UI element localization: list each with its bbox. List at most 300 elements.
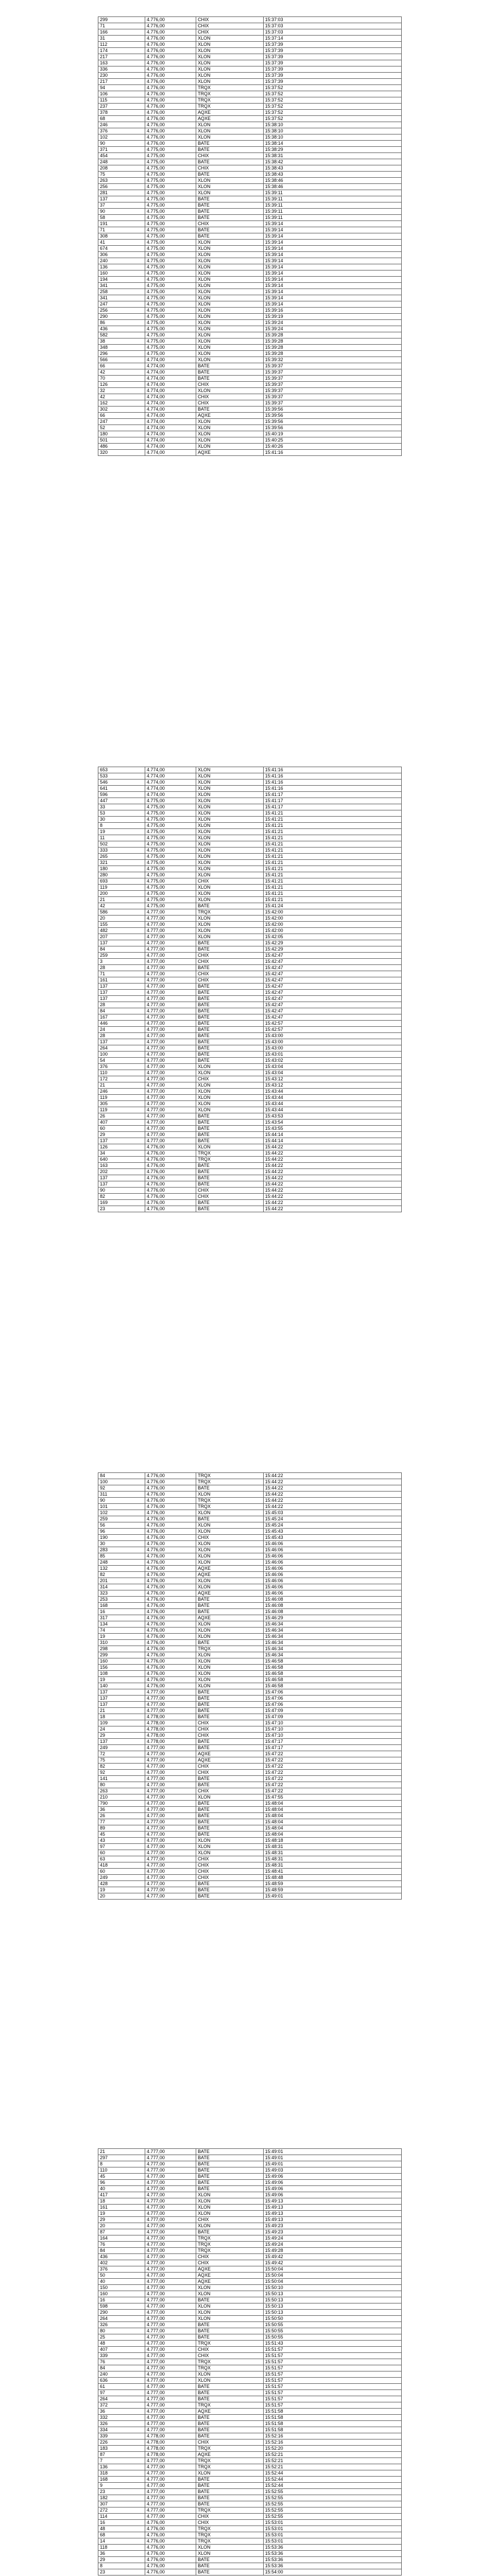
- time-cell: 15:47:10: [263, 1720, 401, 1726]
- table-row: [98, 369, 402, 376]
- time-cell: 15:42:47: [263, 959, 401, 965]
- venue-cell: XLON: [196, 773, 264, 779]
- time-cell: 15:47:22: [263, 1751, 401, 1757]
- venue-cell: XLON: [196, 1064, 264, 1070]
- time-cell: 15:43:44: [263, 1089, 401, 1095]
- quantity-cell: 378: [98, 110, 145, 116]
- price-cell: 4.774,00: [145, 792, 196, 798]
- time-cell: 15:37:39: [263, 48, 401, 54]
- table-row: [98, 860, 402, 866]
- table-row: [98, 23, 402, 29]
- venue-cell: XLON: [196, 817, 264, 823]
- table-row: [98, 270, 402, 277]
- quantity-cell: 208: [98, 165, 145, 172]
- quantity-cell: 16: [98, 2520, 145, 2526]
- venue-cell: BATE: [196, 202, 264, 209]
- quantity-cell: 87: [98, 2229, 145, 2235]
- price-cell: 4.775,00: [145, 829, 196, 835]
- venue-cell: XLON: [196, 897, 264, 903]
- price-cell: 4.777,00: [145, 2477, 196, 2483]
- time-cell: 15:44:22: [263, 1206, 401, 1212]
- price-cell: 4.777,00: [145, 1813, 196, 1819]
- table-row: [98, 1553, 402, 1560]
- venue-cell: TRQX: [196, 1150, 264, 1157]
- time-cell: 15:48:41: [263, 1869, 401, 1875]
- venue-cell: BATE: [196, 996, 264, 1002]
- table-row: [98, 990, 402, 996]
- table-row: [98, 1671, 402, 1677]
- price-cell: 4.775,00: [145, 301, 196, 308]
- price-cell: 4.775,00: [145, 338, 196, 345]
- time-cell: 15:41:16: [263, 767, 401, 773]
- venue-cell: CHIX: [196, 959, 264, 965]
- time-cell: 15:48:31: [263, 1850, 401, 1856]
- price-cell: 4.777,00: [145, 953, 196, 959]
- price-cell: 4.775,00: [145, 289, 196, 295]
- price-cell: 4.776,00: [145, 1560, 196, 1566]
- quantity-cell: 20: [98, 2223, 145, 2229]
- quantity-cell: 207: [98, 934, 145, 940]
- quantity-cell: 36: [98, 2551, 145, 2557]
- table-row: [98, 1578, 402, 1584]
- venue-cell: BATE: [196, 147, 264, 153]
- venue-cell: BATE: [196, 1739, 264, 1745]
- time-cell: 15:48:04: [263, 1813, 401, 1819]
- quantity-cell: 596: [98, 792, 145, 798]
- time-cell: 15:40:26: [263, 444, 401, 450]
- price-cell: 4.777,00: [145, 1089, 196, 1095]
- time-cell: 15:49:42: [263, 2254, 401, 2260]
- price-cell: 4.777,00: [145, 2470, 196, 2477]
- quantity-cell: 326: [98, 2421, 145, 2427]
- quantity-cell: 71: [98, 227, 145, 233]
- table-row: [98, 165, 402, 172]
- time-cell: 15:43:00: [263, 1033, 401, 1039]
- table-row: [98, 2520, 402, 2526]
- venue-cell: XLON: [196, 2470, 264, 2477]
- price-cell: 4.776,00: [145, 2526, 196, 2532]
- price-cell: 4.774,00: [145, 394, 196, 400]
- price-cell: 4.776,00: [145, 1529, 196, 1535]
- table-row: [98, 848, 402, 854]
- quantity-cell: 80: [98, 2328, 145, 2334]
- table-row: [98, 946, 402, 953]
- quantity-cell: 19: [98, 2211, 145, 2217]
- time-cell: 15:44:22: [263, 1492, 401, 1498]
- price-cell: 4.777,00: [145, 1082, 196, 1089]
- quantity-cell: 310: [98, 1640, 145, 1646]
- venue-cell: BATE: [196, 406, 264, 413]
- venue-cell: TRQX: [196, 2526, 264, 2532]
- price-cell: 4.775,00: [145, 308, 196, 314]
- table-row: [98, 1603, 402, 1609]
- time-cell: 15:38:29: [263, 147, 401, 153]
- price-cell: 4.777,00: [145, 1039, 196, 1045]
- price-cell: 4.777,00: [145, 2322, 196, 2328]
- quantity-cell: 137: [98, 984, 145, 990]
- time-cell: 15:46:06: [263, 1553, 401, 1560]
- time-cell: 15:39:37: [263, 376, 401, 382]
- price-cell: 4.775,00: [145, 153, 196, 159]
- quantity-cell: 141: [98, 1776, 145, 1782]
- price-cell: 4.776,00: [145, 1640, 196, 1646]
- venue-cell: BATE: [196, 1696, 264, 1702]
- time-cell: 15:51:57: [263, 2396, 401, 2402]
- venue-cell: CHIX: [196, 2353, 264, 2359]
- quantity-cell: 566: [98, 357, 145, 363]
- quantity-cell: 341: [98, 295, 145, 301]
- venue-cell: BATE: [196, 1485, 264, 1492]
- time-cell: 15:41:21: [263, 823, 401, 829]
- quantity-cell: 84: [98, 2248, 145, 2254]
- time-cell: 15:38:43: [263, 165, 401, 172]
- price-cell: 4.776,00: [145, 1665, 196, 1671]
- price-cell: 4.776,00: [145, 1206, 196, 1212]
- table-row: [98, 178, 402, 184]
- venue-cell: AQXE: [196, 2452, 264, 2458]
- quantity-cell: 320: [98, 450, 145, 456]
- price-cell: 4.777,00: [145, 2149, 196, 2155]
- time-cell: 15:39:37: [263, 382, 401, 388]
- venue-cell: AQXE: [196, 116, 264, 122]
- time-cell: 15:44:22: [263, 1200, 401, 1206]
- table-row: [98, 221, 402, 227]
- quantity-cell: 246: [98, 1089, 145, 1095]
- price-cell: 4.776,00: [145, 1535, 196, 1541]
- time-cell: 15:39:14: [263, 301, 401, 308]
- price-cell: 4.774,00: [145, 767, 196, 773]
- price-cell: 4.777,00: [145, 2167, 196, 2174]
- quantity-cell: 56: [98, 1522, 145, 1529]
- time-cell: 15:41:21: [263, 817, 401, 823]
- quantity-cell: 283: [98, 1547, 145, 1553]
- time-cell: 15:47:09: [263, 1714, 401, 1720]
- venue-cell: XLON: [196, 1677, 264, 1683]
- table-row: [98, 823, 402, 829]
- time-cell: 15:44:14: [263, 1132, 401, 1138]
- time-cell: 15:41:16: [263, 779, 401, 786]
- quantity-cell: 3: [98, 959, 145, 965]
- quantity-cell: 486: [98, 444, 145, 450]
- venue-cell: TRQX: [196, 97, 264, 104]
- price-cell: 4.777,00: [145, 2192, 196, 2198]
- quantity-cell: 240: [98, 2371, 145, 2378]
- price-cell: 4.777,00: [145, 2415, 196, 2421]
- quantity-cell: 259: [98, 1516, 145, 1522]
- quantity-cell: 150: [98, 2285, 145, 2291]
- price-cell: 4.776,00: [145, 36, 196, 42]
- table-row: [98, 2211, 402, 2217]
- venue-cell: CHIX: [196, 165, 264, 172]
- venue-cell: BATE: [196, 990, 264, 996]
- table-row: [98, 388, 402, 394]
- time-cell: 15:39:14: [263, 295, 401, 301]
- quantity-cell: 247: [98, 419, 145, 425]
- time-cell: 15:52:55: [263, 2495, 401, 2501]
- quantity-cell: 84: [98, 1473, 145, 1479]
- time-cell: 15:46:06: [263, 1584, 401, 1590]
- venue-cell: BATE: [196, 2297, 264, 2303]
- quantity-cell: 134: [98, 1621, 145, 1628]
- price-cell: 4.775,00: [145, 798, 196, 804]
- time-cell: 15:39:14: [263, 283, 401, 289]
- table-row: [98, 2384, 402, 2390]
- price-cell: 4.776,00: [145, 2563, 196, 2569]
- quantity-cell: 70: [98, 376, 145, 382]
- table-row: [98, 2483, 402, 2489]
- time-cell: 15:41:21: [263, 878, 401, 885]
- price-cell: 4.775,00: [145, 817, 196, 823]
- table-row: [98, 1101, 402, 1107]
- price-cell: 4.776,00: [145, 97, 196, 104]
- price-cell: 4.777,00: [145, 1014, 196, 1021]
- venue-cell: BATE: [196, 965, 264, 971]
- venue-cell: BATE: [196, 1008, 264, 1014]
- table-row: [98, 1516, 402, 1522]
- venue-cell: TRQX: [196, 1479, 264, 1485]
- price-cell: 4.776,00: [145, 1163, 196, 1169]
- time-cell: 15:44:22: [263, 1163, 401, 1169]
- table-row: [98, 283, 402, 289]
- quantity-cell: 339: [98, 2433, 145, 2439]
- table-row: [98, 2396, 402, 2402]
- venue-cell: XLON: [196, 1665, 264, 1671]
- venue-cell: CHIX: [196, 1733, 264, 1739]
- venue-cell: BATE: [196, 1021, 264, 1027]
- table-row: [98, 2458, 402, 2464]
- price-cell: 4.774,00: [145, 450, 196, 456]
- table-row: [98, 2415, 402, 2421]
- price-cell: 4.776,00: [145, 1628, 196, 1634]
- time-cell: 15:51:58: [263, 2415, 401, 2421]
- quantity-cell: 34: [98, 1150, 145, 1157]
- price-cell: 4.776,00: [145, 1621, 196, 1628]
- quantity-cell: 110: [98, 1070, 145, 1076]
- table-row: [98, 2155, 402, 2161]
- table-row: [98, 338, 402, 345]
- table-row: [98, 1850, 402, 1856]
- table-row: [98, 1113, 402, 1120]
- venue-cell: BATE: [196, 1807, 264, 1813]
- table-row: [98, 240, 402, 246]
- price-cell: 4.777,00: [145, 2174, 196, 2180]
- table-row: [98, 2328, 402, 2334]
- quantity-cell: 84: [98, 946, 145, 953]
- quantity-cell: 137: [98, 940, 145, 946]
- time-cell: 15:38:46: [263, 178, 401, 184]
- time-cell: 15:51:58: [263, 2409, 401, 2415]
- quantity-cell: 140: [98, 1683, 145, 1689]
- time-cell: 15:41:21: [263, 872, 401, 878]
- venue-cell: BATE: [196, 1033, 264, 1039]
- table-row: [98, 196, 402, 202]
- price-cell: 4.776,00: [145, 60, 196, 66]
- price-cell: 4.777,00: [145, 1113, 196, 1120]
- quantity-cell: 19: [98, 1634, 145, 1640]
- price-cell: 4.777,00: [145, 2396, 196, 2402]
- table-row: [98, 122, 402, 128]
- time-cell: 15:37:52: [263, 97, 401, 104]
- venue-cell: XLON: [196, 810, 264, 817]
- price-cell: 4.775,00: [145, 345, 196, 351]
- table-row: [98, 2180, 402, 2186]
- table-row: [98, 1881, 402, 1887]
- price-cell: 4.774,00: [145, 357, 196, 363]
- table-row: [98, 2470, 402, 2477]
- table-row: [98, 184, 402, 190]
- time-cell: 15:44:22: [263, 1498, 401, 1504]
- table-row: [98, 1021, 402, 1027]
- table-row: [98, 1683, 402, 1689]
- time-cell: 15:52:16: [263, 2433, 401, 2439]
- quantity-cell: 653: [98, 767, 145, 773]
- table-row: [98, 1652, 402, 1658]
- table-row: [98, 73, 402, 79]
- quantity-cell: 247: [98, 301, 145, 308]
- price-cell: 4.775,00: [145, 810, 196, 817]
- price-cell: 4.777,00: [145, 996, 196, 1002]
- time-cell: 15:39:32: [263, 357, 401, 363]
- price-cell: 4.776,00: [145, 1492, 196, 1498]
- venue-cell: XLON: [196, 860, 264, 866]
- time-cell: 15:48:18: [263, 1838, 401, 1844]
- quantity-cell: 48: [98, 2341, 145, 2347]
- table-row: [98, 110, 402, 116]
- table-row: [98, 2198, 402, 2205]
- table-row: [98, 2464, 402, 2470]
- quantity-cell: 26: [98, 1113, 145, 1120]
- price-cell: 4.775,00: [145, 240, 196, 246]
- quantity-cell: 9: [98, 2483, 145, 2489]
- venue-cell: XLON: [196, 425, 264, 431]
- quantity-cell: 436: [98, 326, 145, 332]
- time-cell: 15:42:05: [263, 934, 401, 940]
- venue-cell: TRQX: [196, 2359, 264, 2365]
- quantity-cell: 38: [98, 338, 145, 345]
- table-row: [98, 431, 402, 437]
- venue-cell: CHIX: [196, 1856, 264, 1862]
- time-cell: 15:46:34: [263, 1628, 401, 1634]
- table-row: [98, 437, 402, 444]
- venue-cell: CHIX: [196, 153, 264, 159]
- time-cell: 15:37:52: [263, 116, 401, 122]
- venue-cell: XLON: [196, 270, 264, 277]
- price-cell: 4.776,00: [145, 2557, 196, 2563]
- quantity-cell: 137: [98, 1702, 145, 1708]
- price-cell: 4.778,00: [145, 1739, 196, 1745]
- quantity-cell: 74: [98, 1628, 145, 1634]
- venue-cell: XLON: [196, 128, 264, 134]
- time-cell: 15:51:57: [263, 2371, 401, 2378]
- price-cell: 4.776,00: [145, 1590, 196, 1597]
- price-cell: 4.777,00: [145, 2254, 196, 2260]
- time-cell: 15:39:37: [263, 394, 401, 400]
- venue-cell: TRQX: [196, 91, 264, 97]
- price-cell: 4.776,00: [145, 1510, 196, 1516]
- venue-cell: TRQX: [196, 1646, 264, 1652]
- table-row: [98, 1529, 402, 1535]
- table-row: [98, 1646, 402, 1652]
- price-cell: 4.776,00: [145, 2520, 196, 2526]
- table-row: [98, 2501, 402, 2507]
- venue-cell: BATE: [196, 2167, 264, 2174]
- quantity-cell: 16: [98, 2297, 145, 2303]
- table-row: [98, 1887, 402, 1893]
- time-cell: 15:46:08: [263, 1609, 401, 1615]
- quantity-cell: 640: [98, 1157, 145, 1163]
- venue-cell: CHIX: [196, 2254, 264, 2260]
- time-cell: 15:43:04: [263, 1064, 401, 1070]
- quantity-cell: 290: [98, 2310, 145, 2316]
- quantity-cell: 137: [98, 1689, 145, 1696]
- table-row: [98, 2174, 402, 2180]
- time-cell: 15:46:06: [263, 1572, 401, 1578]
- price-cell: 4.777,00: [145, 1893, 196, 1900]
- quantity-cell: 160: [98, 270, 145, 277]
- quantity-cell: 92: [98, 1485, 145, 1492]
- venue-cell: XLON: [196, 1652, 264, 1658]
- time-cell: 15:39:19: [263, 314, 401, 320]
- price-cell: 4.777,00: [145, 1788, 196, 1794]
- table-row: [98, 878, 402, 885]
- price-cell: 4.775,00: [145, 264, 196, 270]
- price-cell: 4.776,00: [145, 1157, 196, 1163]
- venue-cell: CHIX: [196, 1869, 264, 1875]
- table-row: [98, 1058, 402, 1064]
- table-row: [98, 2495, 402, 2501]
- venue-cell: TRQX: [196, 1473, 264, 1479]
- quantity-cell: 296: [98, 351, 145, 357]
- time-cell: 15:41:24: [263, 903, 401, 909]
- table-row: [98, 29, 402, 36]
- venue-cell: XLON: [196, 829, 264, 835]
- price-cell: 4.777,00: [145, 1708, 196, 1714]
- quantity-cell: 45: [98, 2174, 145, 2180]
- price-cell: 4.777,00: [145, 946, 196, 953]
- price-cell: 4.774,00: [145, 382, 196, 388]
- table-row: [98, 116, 402, 122]
- quantity-cell: 68: [98, 116, 145, 122]
- time-cell: 15:39:14: [263, 252, 401, 258]
- quantity-cell: 115: [98, 97, 145, 104]
- venue-cell: XLON: [196, 1095, 264, 1101]
- time-cell: 15:49:42: [263, 2260, 401, 2266]
- time-cell: 15:52:21: [263, 2452, 401, 2458]
- trades-table: [98, 16, 402, 456]
- price-cell: 4.777,00: [145, 2334, 196, 2341]
- table-row: [98, 2235, 402, 2242]
- price-cell: 4.776,00: [145, 128, 196, 134]
- quantity-cell: 20: [98, 1893, 145, 1900]
- quantity-cell: 163: [98, 1163, 145, 1169]
- quantity-cell: 636: [98, 2378, 145, 2384]
- quantity-cell: 7: [98, 2458, 145, 2464]
- time-cell: 15:48:04: [263, 1832, 401, 1838]
- venue-cell: XLON: [196, 2303, 264, 2310]
- venue-cell: XLON: [196, 2285, 264, 2291]
- time-cell: 15:38:46: [263, 184, 401, 190]
- table-row: [98, 400, 402, 406]
- time-cell: 15:44:22: [263, 1504, 401, 1510]
- time-cell: 15:41:21: [263, 810, 401, 817]
- table-row: [98, 1628, 402, 1634]
- price-cell: 4.777,00: [145, 2421, 196, 2427]
- quantity-cell: 8: [98, 2563, 145, 2569]
- price-cell: 4.777,00: [145, 2186, 196, 2192]
- quantity-cell: 137: [98, 196, 145, 202]
- venue-cell: BATE: [196, 1893, 264, 1900]
- price-cell: 4.775,00: [145, 190, 196, 196]
